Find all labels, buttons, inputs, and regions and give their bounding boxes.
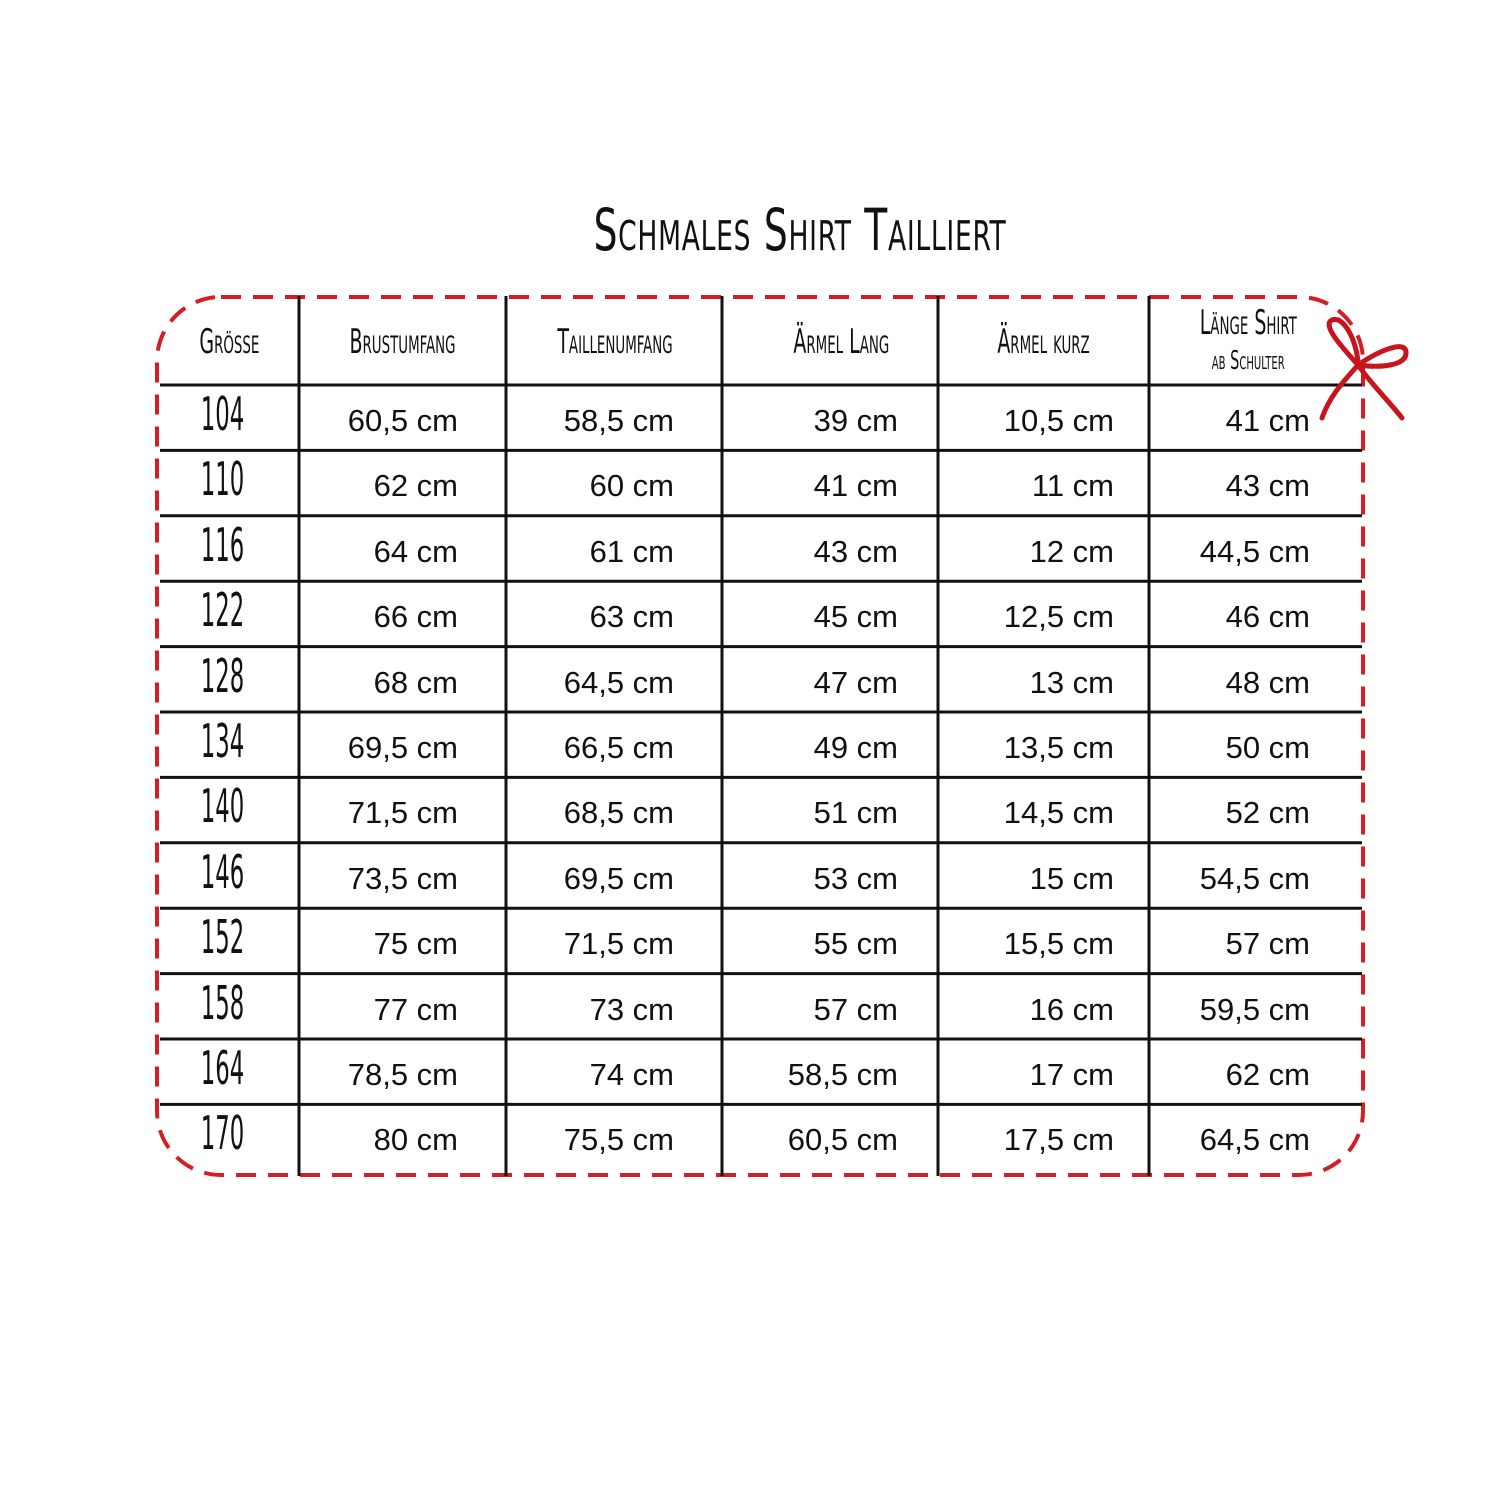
- cell-chest: 80 cm: [373, 1122, 458, 1158]
- header-length-line1: Länge Shirt: [1199, 303, 1297, 343]
- cell-length: 57 cm: [1225, 926, 1310, 962]
- cell-sleeve-long: 49 cm: [813, 730, 898, 765]
- cell-chest: 66 cm: [373, 599, 458, 635]
- cell-waist: 66,5 cm: [563, 730, 674, 765]
- cell-length: 43 cm: [1225, 468, 1310, 504]
- cell-waist: 74 cm: [589, 1057, 674, 1092]
- cell-sleeve-short: 10,5 cm: [1003, 403, 1114, 438]
- cell-sleeve-long: 39 cm: [813, 403, 898, 438]
- size-158: 158: [200, 975, 244, 1030]
- header-chest: Brustumfang: [349, 322, 456, 362]
- cell-sleeve-short: 15 cm: [1029, 860, 1114, 896]
- cell-length: 46 cm: [1225, 599, 1310, 635]
- cell-sleeve-short: 15,5 cm: [1003, 926, 1114, 962]
- cell-waist: 64,5 cm: [563, 664, 674, 700]
- cell-sleeve-short: 14,5 cm: [1003, 795, 1114, 831]
- header-waist: Taillenumfang: [556, 322, 673, 362]
- cell-chest: 62 cm: [373, 468, 458, 504]
- cell-chest: 69,5 cm: [347, 730, 458, 765]
- cell-chest: 75 cm: [373, 926, 458, 962]
- cell-waist: 75,5 cm: [563, 1122, 674, 1158]
- cell-sleeve-long: 57 cm: [813, 991, 898, 1027]
- cell-length: 52 cm: [1225, 795, 1310, 831]
- cell-waist: 73 cm: [589, 991, 674, 1027]
- cell-sleeve-long: 47 cm: [813, 664, 898, 700]
- cell-sleeve-long: 60,5 cm: [787, 1122, 898, 1158]
- cell-chest: 71,5 cm: [347, 795, 458, 831]
- cell-sleeve-long: 45 cm: [813, 599, 898, 635]
- size-122: 122: [200, 583, 244, 638]
- cell-sleeve-short: 13,5 cm: [1003, 730, 1114, 765]
- cell-length: 54,5 cm: [1199, 860, 1310, 896]
- header-length-line2: ab Schulter: [1211, 346, 1285, 376]
- cell-chest: 73,5 cm: [347, 860, 458, 896]
- header-sleeve-long: Ärmel Lang: [793, 322, 890, 362]
- cell-waist: 58,5 cm: [563, 403, 674, 438]
- size-110: 110: [200, 452, 244, 507]
- cell-chest: 64 cm: [373, 533, 458, 569]
- cell-sleeve-short: 12 cm: [1029, 533, 1114, 569]
- size-104: 104: [200, 387, 244, 441]
- size-164: 164: [200, 1041, 244, 1095]
- cell-waist: 69,5 cm: [563, 860, 674, 896]
- header-size: Größe: [198, 322, 259, 362]
- size-116: 116: [200, 517, 244, 572]
- cell-sleeve-long: 53 cm: [813, 860, 898, 896]
- cell-sleeve-long: 41 cm: [813, 468, 898, 504]
- cell-waist: 60 cm: [589, 468, 674, 504]
- cell-length: 44,5 cm: [1199, 533, 1310, 569]
- cell-sleeve-short: 16 cm: [1029, 991, 1114, 1027]
- size-152: 152: [200, 910, 244, 965]
- page-title: Schmales Shirt Tailliert: [593, 196, 1007, 264]
- cell-length: 50 cm: [1225, 730, 1310, 765]
- cell-chest: 77 cm: [373, 991, 458, 1027]
- cell-length: 64,5 cm: [1199, 1122, 1310, 1158]
- cell-waist: 68,5 cm: [563, 795, 674, 831]
- size-146: 146: [200, 844, 244, 899]
- cell-waist: 63 cm: [589, 599, 674, 635]
- cell-sleeve-short: 17,5 cm: [1003, 1122, 1114, 1158]
- size-128: 128: [200, 648, 244, 703]
- size-134: 134: [200, 714, 244, 768]
- cell-sleeve-long: 55 cm: [813, 926, 898, 962]
- cell-chest: 68 cm: [373, 664, 458, 700]
- cell-sleeve-short: 13 cm: [1029, 664, 1114, 700]
- cell-chest: 78,5 cm: [347, 1057, 458, 1092]
- cell-sleeve-long: 51 cm: [813, 795, 898, 831]
- cell-sleeve-short: 12,5 cm: [1003, 599, 1114, 635]
- cell-waist: 61 cm: [589, 533, 674, 569]
- cell-length: 48 cm: [1225, 664, 1310, 700]
- size-170: 170: [200, 1106, 244, 1161]
- cell-sleeve-short: 11 cm: [1031, 468, 1114, 504]
- cell-length: 59,5 cm: [1199, 991, 1310, 1027]
- size-140: 140: [200, 779, 244, 834]
- header-length: [1150, 300, 1346, 384]
- cell-sleeve-short: 17 cm: [1029, 1057, 1114, 1092]
- header-sleeve-short: Ärmel kurz: [997, 322, 1091, 362]
- cell-sleeve-long: 43 cm: [813, 533, 898, 569]
- cell-length: 62 cm: [1225, 1057, 1310, 1092]
- cell-length: 41 cm: [1225, 403, 1310, 438]
- cell-chest: 60,5 cm: [347, 403, 458, 438]
- cell-sleeve-long: 58,5 cm: [787, 1057, 898, 1092]
- cell-waist: 71,5 cm: [563, 926, 674, 962]
